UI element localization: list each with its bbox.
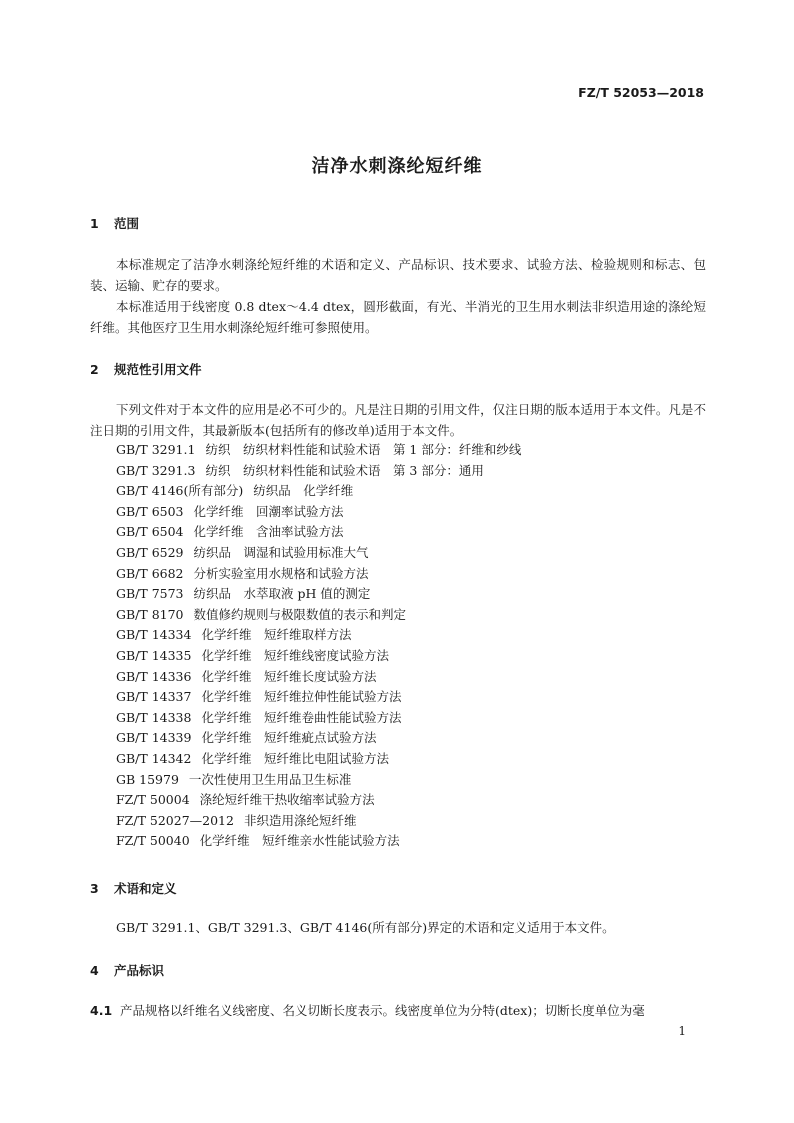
reference-code: GB/T 8170 [116, 606, 184, 622]
reference-code: FZ/T 50040 [116, 833, 190, 849]
reference-code: GB/T 4146(所有部分) [116, 483, 244, 499]
section-title: 术语和定义 [114, 881, 177, 896]
reference-title: 非织造用涤纶短纤维 [243, 812, 357, 828]
normative-intro-paragraph: 下列文件对于本文件的应用是必不可少的。凡是注日期的引用文件，仅注日期的版本适用于本文件。凡是不注日期的引用文件，其最新版本(包括所有的修改单)适用于本文件。 [90, 402, 706, 438]
reference-item [116, 687, 521, 708]
section-number: 2 [90, 362, 99, 377]
section-number: 4 [90, 963, 99, 978]
reference-title: 化学纤维 短纤维疵点试验方法 [201, 730, 377, 746]
reference-title: 分析实验室用水规格和试验方法 [193, 565, 369, 581]
reference-code: GB/T 3291.3 [116, 462, 196, 478]
reference-title: 化学纤维 短纤维长度试验方法 [201, 668, 377, 684]
reference-item [116, 481, 521, 502]
reference-title: 涤纶短纤维干热收缩率试验方法 [199, 792, 375, 808]
reference-item [116, 667, 521, 688]
reference-item [116, 461, 521, 482]
reference-code: GB/T 6682 [116, 565, 184, 581]
reference-code: GB/T 14337 [116, 689, 192, 705]
section-title: 产品标识 [114, 963, 165, 978]
reference-item [116, 625, 521, 646]
reference-code: GB/T 14334 [116, 627, 192, 643]
reference-code: FZ/T 52027—2012 [116, 812, 234, 828]
reference-title: 纺织品 化学纤维 [253, 483, 354, 499]
reference-code: GB/T 14336 [116, 668, 192, 684]
reference-code: GB/T 14335 [116, 647, 192, 663]
page-number: 1 [678, 1024, 686, 1038]
reference-item [116, 646, 521, 667]
reference-code: GB/T 14342 [116, 750, 192, 766]
reference-code: GB/T 3291.1 [116, 442, 196, 457]
reference-item [116, 440, 521, 461]
section-title: 规范性引用文件 [114, 362, 202, 377]
reference-title: 化学纤维 回潮率试验方法 [193, 503, 344, 519]
reference-title: 纺织品 调湿和试验用标准大气 [193, 544, 369, 560]
reference-title: 化学纤维 短纤维取样方法 [201, 627, 352, 643]
reference-item [116, 831, 521, 852]
reference-item [116, 770, 521, 791]
clause-number: 4.1 [90, 1003, 113, 1018]
section-4-heading [90, 961, 164, 979]
reference-code: GB 15979 [116, 771, 179, 787]
reference-item [116, 543, 521, 564]
document-title: 洁净水刺涤纶短纤维 [311, 156, 483, 177]
reference-title: 化学纤维 短纤维线密度试验方法 [201, 647, 389, 663]
reference-code: GB/T 14339 [116, 730, 192, 746]
reference-code: GB/T 7573 [116, 586, 184, 602]
reference-item [116, 790, 521, 811]
terms-paragraph: GB/T 3291.1、GB/T 3291.3、GB/T 4146(所有部分)界定的术语和定义适用于本文件。 [116, 920, 615, 935]
standard-number: FZ/T 52053—2018 [578, 85, 704, 100]
scope-paragraph-2: 本标准适用于线密度 0.8 dtex～4.4 dtex，圆形截面，有光、半消光的卫生用水刺法非织造用途的涤纶短纤维。其他医疗卫生用水刺涤纶短纤维可参照使用。 [90, 299, 706, 335]
reference-title: 化学纤维 短纤维比电阻试验方法 [201, 750, 389, 766]
reference-title: 一次性使用卫生用品卫生标准 [188, 771, 352, 787]
reference-code: GB/T 14338 [116, 709, 192, 725]
section-1-heading [90, 214, 139, 232]
reference-item [116, 749, 521, 770]
reference-list [116, 440, 521, 852]
clause-4-1 [90, 1000, 706, 1021]
reference-title: 纺织品 水萃取液 pH 值的测定 [193, 586, 371, 602]
reference-item [116, 502, 521, 523]
reference-item [116, 522, 521, 543]
reference-title: 数值修约规则与极限数值的表示和判定 [193, 606, 407, 622]
reference-title: 化学纤维 短纤维拉伸性能试验方法 [201, 689, 402, 705]
reference-title: 化学纤维 含油率试验方法 [193, 524, 344, 540]
reference-item [116, 728, 521, 749]
reference-code: GB/T 6504 [116, 524, 184, 540]
reference-code: FZ/T 50004 [116, 792, 190, 808]
section-number: 3 [90, 881, 99, 896]
reference-item [116, 708, 521, 729]
reference-code: GB/T 6529 [116, 544, 184, 560]
section-3-heading [90, 879, 177, 897]
reference-item [116, 811, 521, 832]
scope-paragraph-1: 本标准规定了洁净水刺涤纶短纤维的术语和定义、产品标识、技术要求、试验方法、检验规则和标志、包装、运输、贮存的要求。 [90, 257, 706, 293]
reference-item [116, 584, 521, 605]
reference-code: GB/T 6503 [116, 503, 184, 519]
clause-text: 产品规格以纤维名义线密度、名义切断长度表示。线密度单位为分特(dtex)；切断长度单位为毫 [120, 1003, 645, 1018]
reference-title: 纺织 纺织材料性能和试验术语 第 1 部分：纤维和纱线 [205, 442, 522, 457]
section-2-heading [90, 360, 202, 378]
reference-item [116, 564, 521, 585]
reference-title: 纺织 纺织材料性能和试验术语 第 3 部分：通用 [205, 462, 484, 478]
section-title: 范围 [114, 216, 140, 231]
reference-title: 化学纤维 短纤维卷曲性能试验方法 [201, 709, 402, 725]
reference-item [116, 605, 521, 626]
reference-title: 化学纤维 短纤维亲水性能试验方法 [199, 833, 400, 849]
section-number: 1 [90, 216, 99, 231]
